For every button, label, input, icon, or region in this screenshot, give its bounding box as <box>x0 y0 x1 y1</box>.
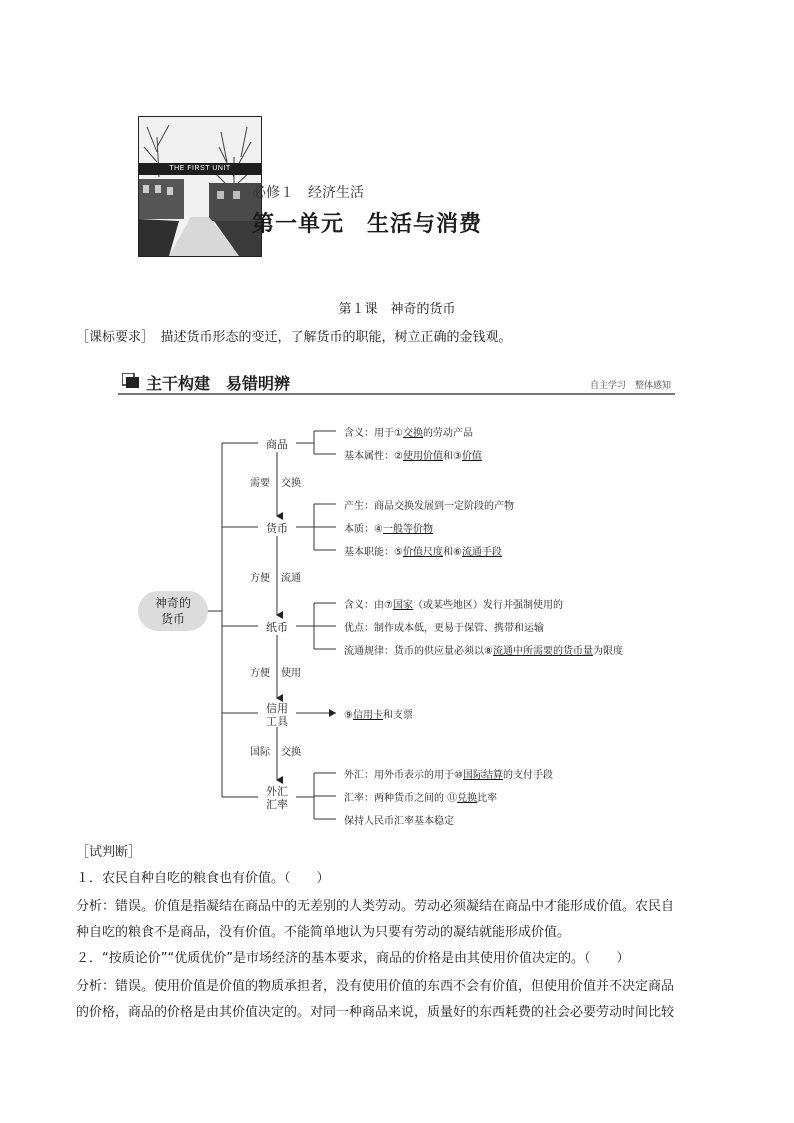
leaf-money-origin <box>344 497 514 512</box>
arrow-label-exchange-2: 交换 <box>281 747 301 758</box>
cover-caption: THE FIRST UNIT <box>139 163 261 175</box>
curriculum-standard: ［课标要求］ 描述货币形态的变迁，了解货币的职能，树立正确的金钱观。 <box>76 330 512 345</box>
arrow-label-international: 国际 <box>250 747 270 758</box>
blank-answer: 使用价值 <box>402 451 443 462</box>
arrow-label-exchange: 交换 <box>281 478 301 489</box>
blank-answer: 价值 <box>461 451 482 462</box>
leaf-text: 和⑥ <box>442 547 462 558</box>
lesson-title: 第１课 神奇的货币 <box>338 302 456 317</box>
exercise-heading: ［试判断］ <box>76 845 142 860</box>
node-credit-line-2: 工具 <box>266 715 288 728</box>
leaf-forex-definition <box>344 766 553 781</box>
leaf-text: 汇率：两种货币之间的 ⑪ <box>344 793 458 804</box>
leaf-commodity-meaning <box>344 424 473 439</box>
leaf-text: 本质：④ <box>344 524 383 535</box>
arrow-label-convenient-1: 方便 <box>250 573 270 584</box>
node-credit-tools <box>258 702 296 728</box>
leaf-text: 流通规律：货币的供应量必须以⑧ <box>344 646 493 657</box>
leaf-text: ⑨ <box>344 710 353 721</box>
section-tag: 自主学习 整体感知 <box>590 381 672 391</box>
blank-answer: 兑换 <box>457 793 478 804</box>
leaf-text: 含义：用于① <box>344 428 403 439</box>
leaf-text: 的支付手段 <box>502 770 553 781</box>
leaf-paper-meaning <box>344 596 563 611</box>
blank-answer: 国家 <box>392 600 413 611</box>
leaf-text: 和支票 <box>382 710 413 721</box>
leaf-text: 保持人民币汇率基本稳定 <box>344 816 454 827</box>
leaf-text: 比率 <box>477 793 498 804</box>
mindmap-root <box>138 591 208 631</box>
leaf-money-functions <box>344 543 502 558</box>
blank-answer: 国际结算 <box>462 770 503 781</box>
blank-answer: 流通中所需要的货币量 <box>492 646 593 657</box>
unit-title: 第一单元 生活与消费 <box>252 212 483 237</box>
leaf-text: 基本属性：② <box>344 451 403 462</box>
answer-1-line-1: 分析：错误。价值是指凝结在商品中的无差别的人类劳动。劳动必须凝结在商品中才能形成价值。农民自 <box>76 899 675 914</box>
node-money: 货币 <box>266 522 288 535</box>
blank-answer: 一般等价物 <box>382 524 433 535</box>
leaf-text: 和③ <box>442 451 462 462</box>
leaf-paper-circulation-law <box>344 642 623 657</box>
leaf-text: 为限度 <box>592 646 623 657</box>
node-forex <box>258 785 296 811</box>
leaf-text: 优点：制作成本低，更易于保管、携带和运输 <box>344 623 544 634</box>
node-credit-line-1: 信用 <box>266 702 288 715</box>
root-line-1: 神奇的 <box>154 596 191 610</box>
question-1: １．农民自种自吃的粮食也有价值。（ ） <box>76 871 330 886</box>
blank-answer: 价值尺度 <box>402 547 443 558</box>
node-forex-line-2: 汇率 <box>266 798 288 811</box>
node-commodity: 商品 <box>266 438 288 451</box>
unit-subtitle: 必修１ 经济生活 <box>252 185 364 201</box>
leaf-text: （或某些地区）发行并强制使用的 <box>412 600 563 611</box>
answer-2-line-2: 的价格，商品的价格是由其价值决定的。对同一种商品来说，质量好的东西耗费的社会必要劳动时间比较 <box>76 1005 675 1020</box>
blank-answer: 信用卡 <box>352 710 383 721</box>
node-forex-line-1: 外汇 <box>266 785 288 798</box>
blank-answer: 流通手段 <box>461 547 502 558</box>
section-title: 主干构建 易错明辨 <box>146 374 291 393</box>
blank-answer: 交换 <box>402 428 423 439</box>
root-line-2: 货币 <box>160 612 185 626</box>
question-2: ２．“按质论价”“优质优价”是市场经济的基本要求，商品的价格是由其使用价值决定的。（ ） <box>76 951 630 966</box>
leaf-commodity-attributes <box>344 447 482 462</box>
arrow-label-circulate: 流通 <box>281 573 301 584</box>
leaf-exchange-rate <box>344 789 497 804</box>
leaf-text: 的劳动产品 <box>422 428 473 439</box>
leaf-text: 基本职能：⑤ <box>344 547 403 558</box>
answer-2-line-1: 分析：错误。使用价值是价值的物质承担者，没有使用价值的东西不会有价值，但使用价值并不决定商品 <box>76 979 675 994</box>
node-paper-money: 纸币 <box>266 621 288 634</box>
leaf-text: 外汇：用外币表示的用于⑩ <box>344 770 463 781</box>
arrow-label-need: 需要 <box>250 478 270 489</box>
leaf-money-essence <box>344 520 433 535</box>
leaf-credit-card <box>344 706 413 721</box>
arrow-label-convenient-2: 方便 <box>250 668 270 679</box>
leaf-paper-advantages <box>344 619 544 634</box>
leaf-text: 产生：商品交换发展到一定阶段的产物 <box>344 501 514 512</box>
leaf-text: 含义：由⑦ <box>344 600 393 611</box>
answer-1-line-2: 种自吃的粮食不是商品，没有价值。不能简单地认为只要有劳动的凝结就能形成价值。 <box>76 925 571 940</box>
leaf-rmb-stable <box>344 812 454 827</box>
arrow-label-use: 使用 <box>281 668 301 679</box>
